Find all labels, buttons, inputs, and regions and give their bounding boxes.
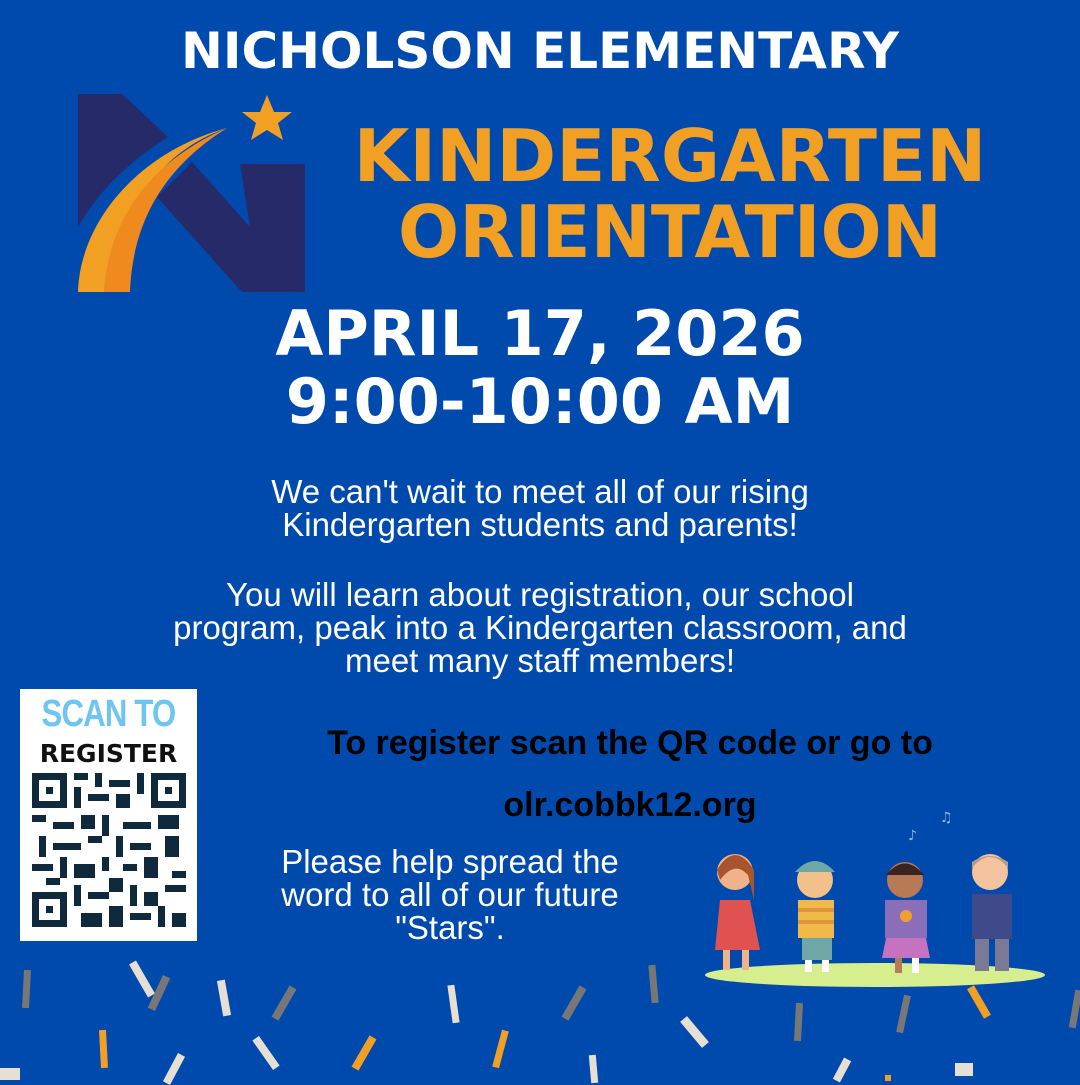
confetti-piece	[885, 1075, 891, 1081]
qr-label-scan: SCAN TO	[41, 693, 176, 735]
confetti-piece	[0, 1068, 20, 1080]
confetti-piece	[252, 1036, 279, 1070]
confetti-piece	[22, 970, 31, 1008]
registration-instruction: To register scan the QR code or go to	[327, 724, 933, 762]
event-title	[340, 114, 1000, 274]
confetti-piece	[492, 1030, 509, 1069]
confetti-piece	[967, 985, 991, 1018]
confetti-piece	[129, 961, 155, 998]
intro-text	[120, 475, 960, 541]
confetti-piece	[217, 980, 231, 1017]
star-icon	[242, 95, 292, 140]
event-date: APRIL 17, 2026	[275, 297, 805, 370]
confetti-piece	[562, 985, 587, 1020]
event-datetime	[180, 297, 900, 438]
music-note-icon: ♪	[908, 828, 917, 844]
details-text	[50, 578, 1030, 677]
event-time: 9:00-10:00 AM	[285, 365, 795, 438]
confetti-piece	[272, 985, 297, 1020]
confetti-piece	[352, 1035, 377, 1070]
confetti-piece	[955, 1063, 973, 1076]
details-line: You will learn about registration, our school	[226, 576, 854, 613]
confetti-piece	[589, 1055, 598, 1084]
qr-code-icon[interactable]	[32, 771, 186, 929]
spread-line: word to all of our future	[281, 876, 619, 913]
kids-dancing-icon	[690, 800, 1060, 990]
confetti-piece	[794, 1003, 803, 1041]
registration-url-link[interactable]: olr.cobbk12.org	[503, 786, 757, 824]
confetti-piece	[648, 965, 658, 1003]
intro-line: Kindergarten students and parents!	[282, 506, 798, 543]
details-line: program, peak into a Kindergarten classroom, and	[173, 609, 907, 646]
confetti-piece	[896, 995, 911, 1034]
confetti-piece	[99, 1030, 108, 1068]
logo-n-icon	[78, 92, 308, 297]
school-logo	[78, 92, 308, 297]
school-name: NICHOLSON ELEMENTARY	[181, 22, 899, 80]
children-illustration	[690, 800, 1060, 990]
spread-line: Please help spread the	[281, 843, 619, 880]
music-note-icon: ♫	[940, 810, 953, 826]
details-line: meet many staff members!	[344, 642, 736, 679]
intro-line: We can't wait to meet all of our rising	[271, 473, 809, 510]
confetti-piece	[1069, 990, 1080, 1029]
confetti-piece	[447, 985, 459, 1024]
event-title-line2: ORIENTATION	[398, 190, 942, 274]
qr-label-register: REGISTER	[39, 739, 178, 768]
event-title-line1: KINDERGARTEN	[353, 114, 987, 198]
spread-the-word-text	[215, 845, 685, 944]
confetti-piece	[163, 1053, 185, 1085]
confetti-piece	[680, 1016, 709, 1048]
spread-line: "Stars".	[395, 909, 505, 946]
confetti-piece	[833, 1058, 851, 1083]
qr-code-card[interactable]	[20, 689, 197, 941]
